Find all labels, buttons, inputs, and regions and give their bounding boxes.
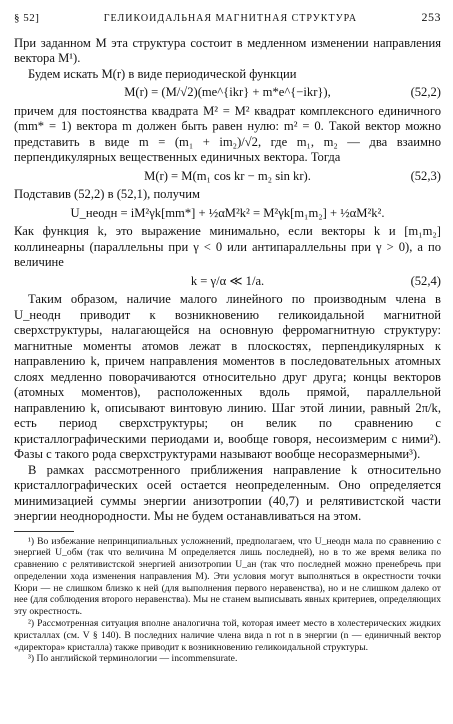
equation-52-2 (14, 85, 441, 101)
section-ref: § 52] (14, 12, 40, 24)
equation-52-3 (14, 169, 441, 185)
equation-body: M(r) = (M/√2)(me^{ikr} + m*e^{−ikr}), (124, 85, 331, 99)
running-title: ГЕЛИКОИДАЛЬНАЯ МАГНИТНАЯ СТРУКТУРА (103, 13, 358, 24)
paragraph: Как функция k, это выражение минимально, если векторы k и [m₁m₂] коллинеарны (параллельны при γ < 0 или антипараллельны при γ > 0), а по величине (14, 224, 441, 269)
equation-number: (52,4) (410, 273, 441, 288)
footnote-2: ²) Рассмотренная ситуация вполне аналогична той, которая имеет место в холестерических жидких кристаллах (см. V § 140). В последних наличие члена вида n rot n в энергии (n — единичный вектор «директора» кристалла) также приводит к возникновению геликоидальной структуры. (14, 618, 441, 653)
paragraph: причем для постоянства квадрата M² = M² квадрат комплексного единичного (mm* = 1) вектора m должен быть равен нулю: m² = 0. Такой вектор можно представить в виде m = (m₁ + im₂)/√2, где m₁, m₂ — два взаимно перпендикулярных вещественных единичных вектора. Тогда (14, 103, 441, 164)
equation-unneodn (14, 206, 441, 222)
main-text (14, 36, 441, 525)
footnote-1: ¹) Во избежание непринципиальных усложнений, предполагаем, что U_неодн мала по сравнению с энергией U_обм (так что величина M определяется лишь последней), но в то же время велика по сравнению с релятивистской энергией анизотропии U_ан (так что последней можно пренебречь при определении хода изменения направления M). Эти условия могут выполняться в окрестности точки Кюри — не слишком близко к ней (для выполнения первого неравенства), но и не слишком далеко от нее (для соблюдения второго неравенства). Мы не станем выписывать явных критериев, определяющих эту окрестность. (14, 535, 441, 618)
paragraph: Будем искать M(r) в виде периодической функции (28, 66, 297, 81)
equation-body: M(r) = M(m₁ cos kr − m₂ sin kr). (144, 168, 311, 183)
page-number: 253 (421, 10, 441, 24)
footnote-3: ³) По английской терминологии — incommensurate. (28, 653, 238, 665)
equation-52-4 (14, 274, 441, 290)
paragraph: В рамках рассмотренного приближения направление k относительно кристаллографических осей остается неопределенным. Оно определяется минимизацией суммы энергии анизотропии (40,7) и релятивистской части энергии неоднородности. Мы не будем останавливаться на этом. (14, 462, 441, 523)
footnotes (14, 536, 441, 666)
paragraph: Подставив (52,2) в (52,1), получим (14, 187, 200, 201)
paragraph: Таким образом, наличие малого линейного по производным члена в U_неодн приводит к возникновению геликоидальной магнитной сверхструктуры, налагающейся на основную ферромагнитную структуру: магнитные моменты атомов лежат в плоскостях, перпендикулярных к направлению k, причем направления моментов в последовательных атомных слоях медленно поворачиваются относительно друг друга; концы векторов (атомных моментов), расположенных вдоль прямой, параллельной направлению k, описывают винтовую линию. Шаг этой линии, равный 2π/k, есть период сверхструктуры; он велик по сравнению с кристаллографическими периодами и, вообще говоря, несоизмерим с ними²). Фазы с такого рода сверхструктурами называют вообще несоразмерными³). (14, 292, 441, 461)
equation-body: k = γ/α ≪ 1/a. (190, 273, 265, 288)
footnote-divider (14, 531, 74, 532)
paragraph: При заданном M эта структура состоит в медленном изменении направления вектора M¹). (14, 35, 441, 65)
equation-number: (52,2) (410, 85, 441, 99)
running-header (14, 10, 441, 27)
equation-body: U_неодн = iM²γk[mm*] + ½αM²k² = M²γk[m₁m₂] + ½αM²k². (70, 205, 385, 220)
equation-number: (52,3) (410, 168, 441, 183)
